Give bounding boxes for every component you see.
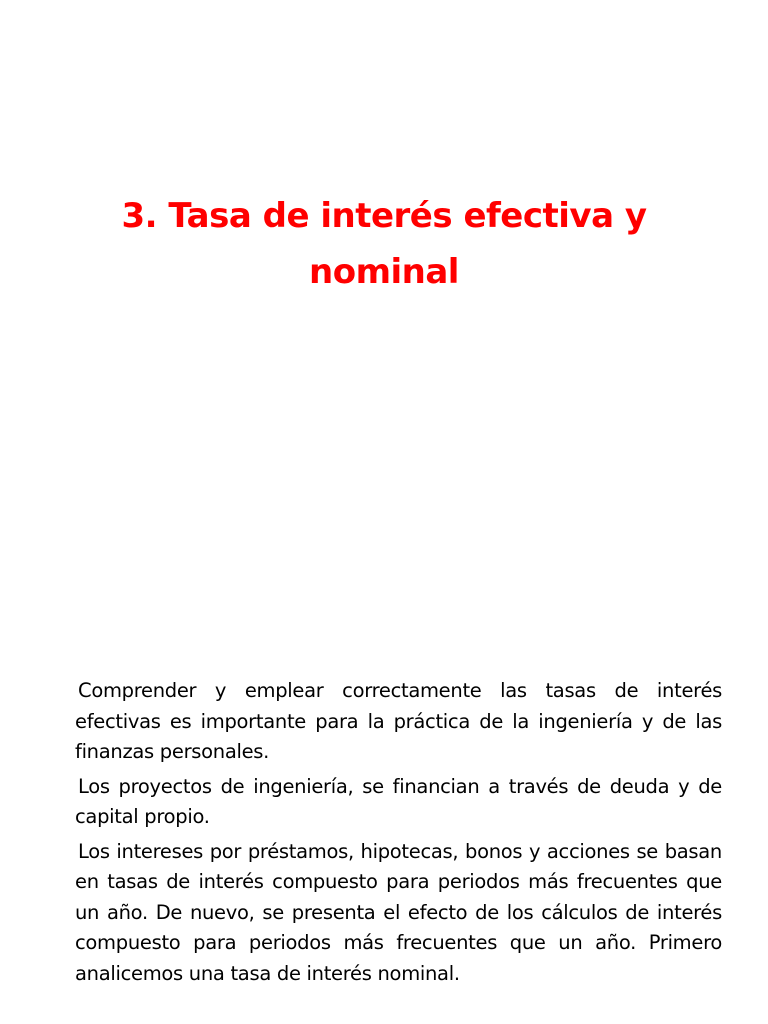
- slide-title-line-2: nominal: [309, 252, 459, 292]
- paragraph-3: Los intereses por préstamos, hipotecas, bonos y acciones se basan en tasas de interés compuesto para periodos más frecuentes que un año. De nuevo, se presenta el efecto de los cálculos de interés compuesto para periodos más frecuentes que un año. Primero analicemos una tasa de interés nominal.: [75, 839, 722, 985]
- paragraph-2: Los proyectos de ingeniería, se financian a través de deuda y de capital propio.: [75, 774, 722, 828]
- slide-title-line-1: 3. Tasa de interés efectiva y: [121, 196, 647, 236]
- slide-title: [60, 188, 708, 300]
- paragraph-1: Comprender y emplear correctamente las tasas de interés efectivas es importante para la práctica de la ingeniería y de las finanzas personales.: [75, 679, 722, 763]
- slide-body: [75, 676, 722, 993]
